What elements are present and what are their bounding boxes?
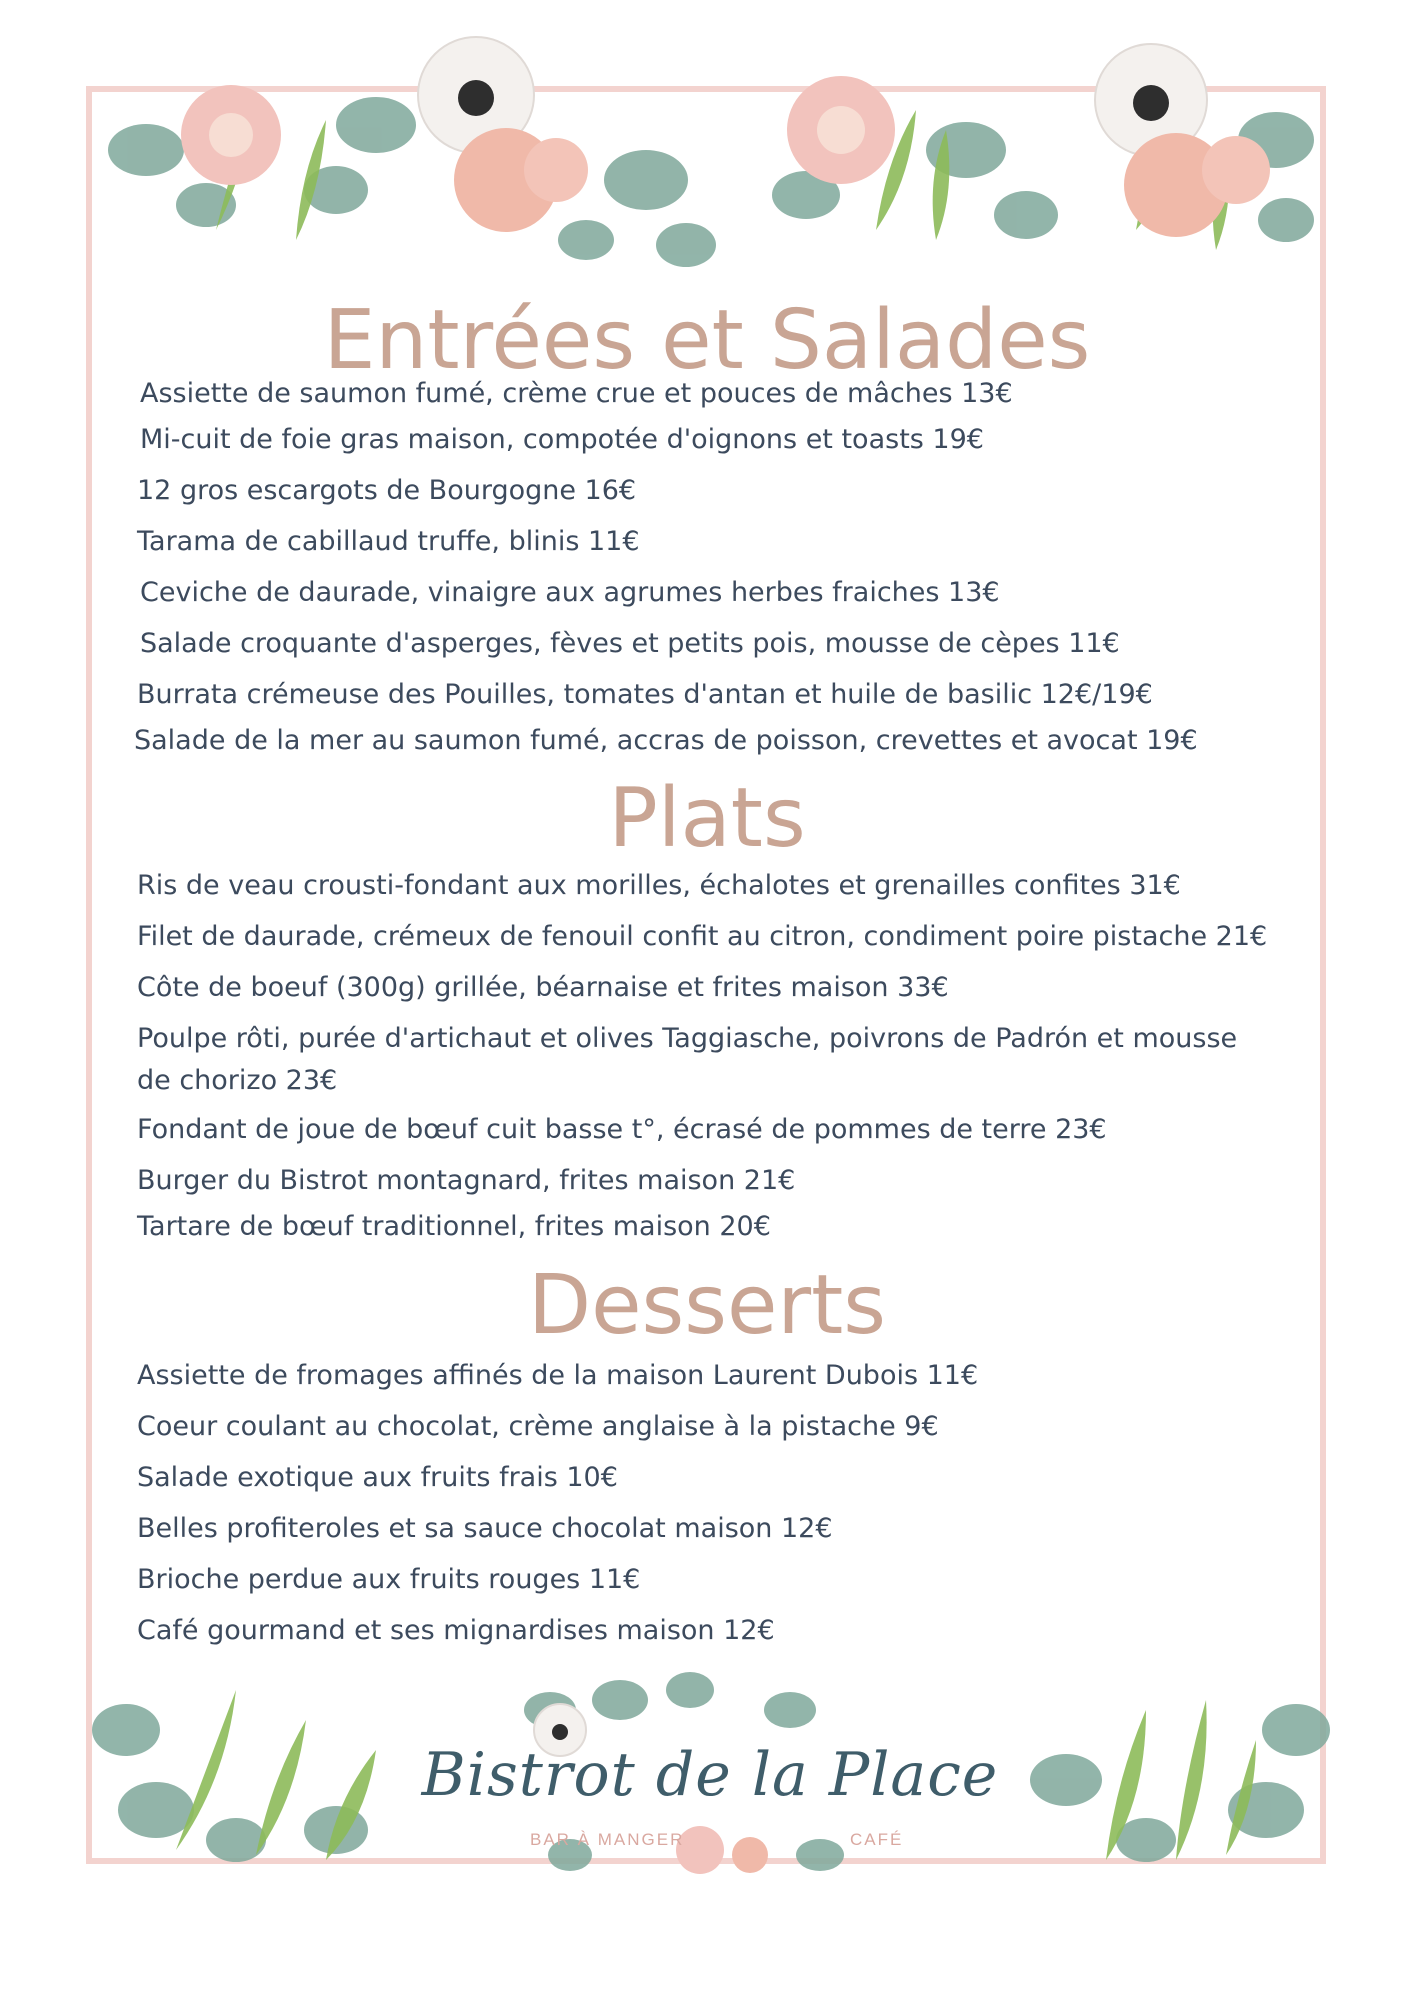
menu-item: Salade croquante d'asperges, fèves et petits pois, mousse de cèpes 11€ bbox=[140, 628, 1120, 659]
menu-item: Filet de daurade, crémeux de fenouil confit au citron, condiment poire pistache 21€ bbox=[137, 921, 1268, 952]
logo-tagline-right: CAFÉ bbox=[850, 1830, 904, 1849]
section-title: Entrées et Salades bbox=[323, 293, 1091, 388]
menu-item: Belles profiteroles et sa sauce chocolat maison 12€ bbox=[137, 1513, 833, 1544]
menu-item: Burrata crémeuse des Pouilles, tomates d'antan et huile de basilic 12€/19€ bbox=[137, 679, 1153, 710]
bistrot-logo bbox=[410, 1680, 1010, 1849]
menu-item: Fondant de joue de bœuf cuit basse t°, écrasé de pommes de terre 23€ bbox=[137, 1114, 1107, 1145]
menu-item: Brioche perdue aux fruits rouges 11€ bbox=[137, 1564, 641, 1595]
logo-name: Bistrot de la Place bbox=[421, 1740, 999, 1810]
menu-item: Ceviche de daurade, vinaigre aux agrumes herbes fraiches 13€ bbox=[140, 577, 1000, 608]
menu-item: Coeur coulant au chocolat, crème anglaise à la pistache 9€ bbox=[137, 1411, 939, 1442]
menu-item: Salade exotique aux fruits frais 10€ bbox=[137, 1462, 618, 1493]
menu-item: Assiette de fromages affinés de la maison Laurent Dubois 11€ bbox=[137, 1360, 979, 1391]
menu-item: Côte de boeuf (300g) grillée, béarnaise et frites maison 33€ bbox=[137, 972, 949, 1003]
menu-item: Ris de veau crousti-fondant aux morilles, échalotes et grenailles confites 31€ bbox=[137, 870, 1181, 901]
menu-item: Assiette de saumon fumé, crème crue et pouces de mâches 13€ bbox=[140, 378, 1013, 409]
menu-item: Café gourmand et ses mignardises maison 12€ bbox=[137, 1615, 775, 1646]
bottom-left-foliage bbox=[86, 1670, 406, 1870]
section-title: Plats bbox=[608, 771, 806, 866]
menu-item: Mi-cuit de foie gras maison, compotée d'oignons et toasts 19€ bbox=[140, 424, 984, 455]
menu-item: Poulpe rôti, purée d'artichaut et olives Taggiasche, poivrons de Padrón et mousse de chorizo 23€ bbox=[137, 1023, 1238, 1096]
menu-item: Tartare de bœuf traditionnel, frites maison 20€ bbox=[137, 1211, 771, 1242]
section-title: Desserts bbox=[527, 1258, 887, 1353]
logo-tagline-left: BAR À MANGER bbox=[530, 1830, 685, 1849]
menu-item: 12 gros escargots de Bourgogne 16€ bbox=[137, 475, 637, 506]
menu-item: Salade de la mer au saumon fumé, accras de poisson, crevettes et avocat 19€ bbox=[134, 725, 1198, 756]
bottom-right-foliage bbox=[1006, 1670, 1326, 1870]
top-floral-decoration bbox=[86, 30, 1326, 320]
menu-item: Burger du Bistrot montagnard, frites maison 21€ bbox=[137, 1165, 796, 1196]
menu-item: Tarama de cabillaud truffe, blinis 11€ bbox=[137, 526, 640, 557]
